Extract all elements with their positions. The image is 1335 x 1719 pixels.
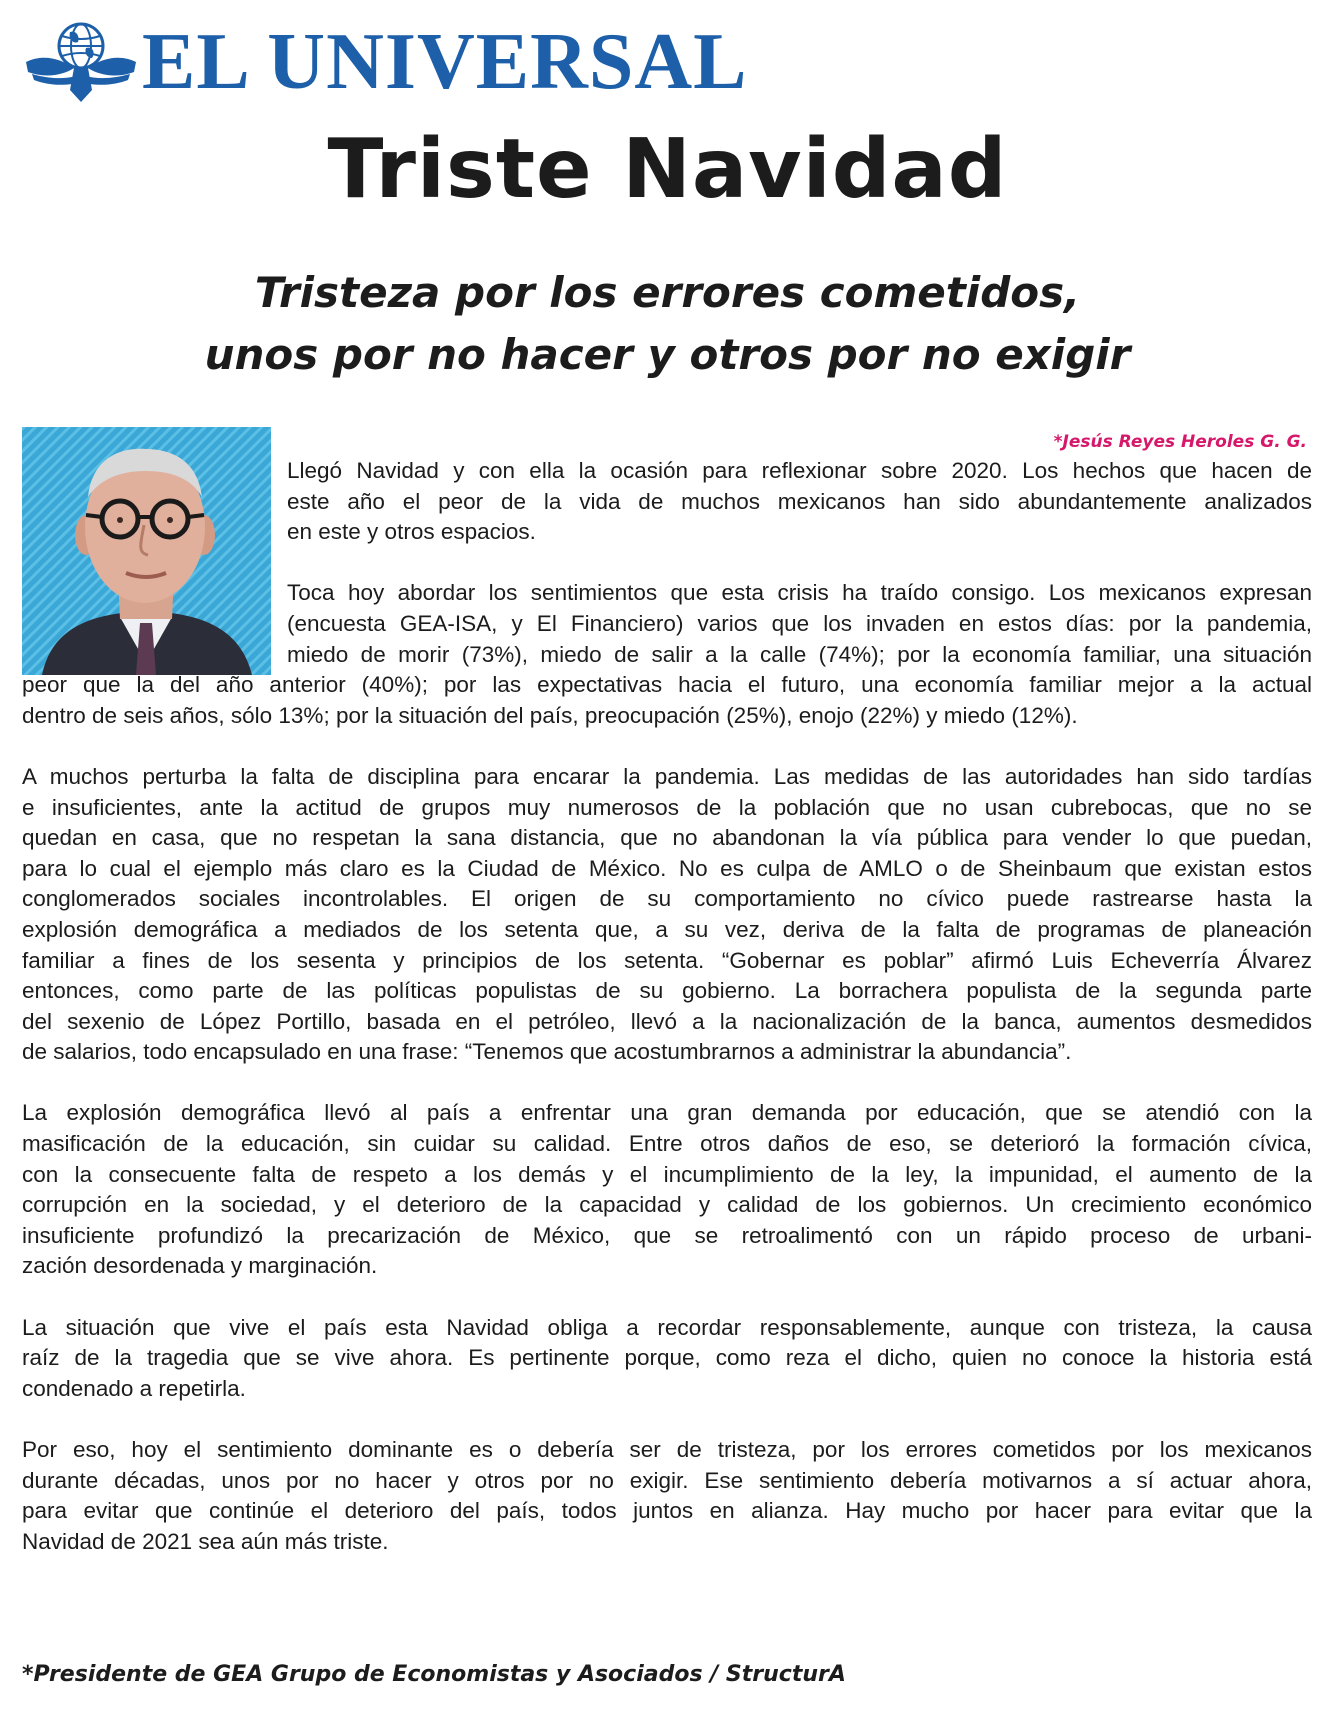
article-paragraph — [22, 578, 1312, 731]
masthead — [22, 18, 782, 104]
paragraph-line: conglomerados sociales incontrolables. El origen de su comportamiento no cívico puede rastrearse hasta la — [22, 886, 1312, 912]
author-byline: *Jesús Reyes Heroles G. G. — [1053, 432, 1307, 452]
author-footnote: *Presidente de GEA Grupo de Economistas y Asociados / StructurA — [22, 1662, 846, 1687]
globe-eagle-icon — [22, 18, 140, 104]
paragraph-line: entonces, como parte de las políticas populistas de su gobierno. La borrachera populista de la segunda parte — [22, 978, 1312, 1004]
article-paragraph — [22, 1313, 1312, 1405]
paragraph-line: de salarios, todo encapsulado en una frase: “Tenemos que acostumbrarnos a administrar la abundancia”. — [22, 1039, 1072, 1065]
article-paragraph — [22, 456, 1312, 548]
paragraph-line: este año el peor de la vida de muchos mexicanos han sido abundantemente analizados — [287, 488, 1312, 514]
paragraph-line: con la consecuente falta de respeto a los demás y el incumplimiento de la ley, la impunidad, el aumento de la — [22, 1161, 1312, 1187]
paragraph-line: (encuesta GEA-ISA, y El Financiero) varios que los invaden en estos días: por la pandemia, — [287, 610, 1312, 636]
paragraph-line: en este y otros espacios. — [287, 519, 536, 545]
paragraph-line: para lo cual el ejemplo más claro es la Ciudad de México. No es culpa de AMLO o de Sheinbaum que existan estos — [22, 855, 1312, 881]
paragraph-line: durante décadas, unos por no hacer y otros por no exigir. Ese sentimiento debería motivarnos a sí actuar ahora, — [22, 1467, 1312, 1493]
paragraph-line: La situación que vive el país esta Navidad obliga a recordar responsablemente, aunque con tristeza, la causa — [22, 1314, 1312, 1340]
paragraph-line: peor que la del año anterior (40%); por las expectativas hacia el futuro, una economía familiar mejor a la actual — [22, 672, 1312, 698]
article-subheadline — [0, 262, 1335, 386]
paragraph-line: raíz de la tragedia que se vive ahora. Es pertinente porque, como reza el dicho, quien no conoce la historia está — [22, 1345, 1312, 1371]
paragraph-line: Toca hoy abordar los sentimientos que esta crisis ha traído consigo. Los mexicanos expresan — [287, 580, 1312, 606]
paragraph-line: Navidad de 2021 sea aún más triste. — [22, 1528, 389, 1554]
paragraph-line: para evitar que continúe el deterioro del país, todos juntos en alianza. Hay mucho por hacer para evitar que la — [22, 1498, 1312, 1524]
paragraph-line: miedo de morir (73%), miedo de salir a la calle (74%); por la economía familiar, una situación — [287, 641, 1312, 667]
masthead-name: EL UNIVERSAL — [142, 18, 748, 106]
paragraph-line: explosión demográfica a mediados de los setenta que, a su vez, deriva de la falta de programas de planeación — [22, 916, 1312, 942]
article-body — [22, 456, 1312, 1588]
paragraph-line: insuficiente profundizó la precarización de México, que se retroalimentó con un rápido proceso de urbani- — [22, 1222, 1312, 1248]
paragraph-line: e insuficientes, ante la actitud de grupos muy numerosos de la población que no usan cubrebocas, que no se — [22, 794, 1312, 820]
paragraph-line: quedan en casa, que no respetan la sana distancia, que no abandonan la vía pública para vender lo que puedan, — [22, 825, 1312, 851]
paragraph-line: familiar a fines de los sesenta y principios de los setenta. “Gobernar es poblar” afirmó Luis Echeverría Álvarez — [22, 947, 1312, 973]
paragraph-line: corrupción en la sociedad, y el deterioro de la capacidad y calidad de los gobiernos. Un crecimiento económico — [22, 1192, 1312, 1218]
paragraph-line: condenado a repetirla. — [22, 1375, 246, 1401]
paragraph-line: Llegó Navidad y con ella la ocasión para reflexionar sobre 2020. Los hechos que hacen de — [287, 458, 1312, 483]
paragraph-line: dentro de seis años, sólo 13%; por la situación del país, preocupación (25%), enojo (22%) y miedo (12%). — [22, 702, 1078, 728]
article-headline: Triste Navidad — [327, 122, 1008, 217]
paragraph-line: zación desordenada y marginación. — [22, 1253, 378, 1279]
subheadline-line: unos por no hacer y otros por no exigir — [204, 330, 1131, 379]
article-paragraph — [22, 1098, 1312, 1282]
article-paragraph — [22, 1435, 1312, 1557]
paragraph-line: del sexenio de López Portillo, basada en el petróleo, llevó a la nacionalización de la banca, aumentos desmedidos — [22, 1008, 1312, 1034]
paragraph-line: masificación de la educación, sin cuidar su calidad. Entre otros daños de eso, se deterioró la formación cívica, — [22, 1131, 1312, 1157]
paragraph-line: A muchos perturba la falta de disciplina para encarar la pandemia. Las medidas de las autoridades han sido tardías — [22, 763, 1312, 789]
paragraph-line: Por eso, hoy el sentimiento dominante es o debería ser de tristeza, por los errores cometidos por los mexicanos — [22, 1437, 1312, 1462]
paragraph-line: La explosión demográfica llevó al país a enfrentar una gran demanda por educación, que se atendió con la — [22, 1100, 1312, 1126]
subheadline-line: Tristeza por los errores cometidos, — [254, 268, 1081, 317]
article-paragraph — [22, 762, 1312, 1068]
